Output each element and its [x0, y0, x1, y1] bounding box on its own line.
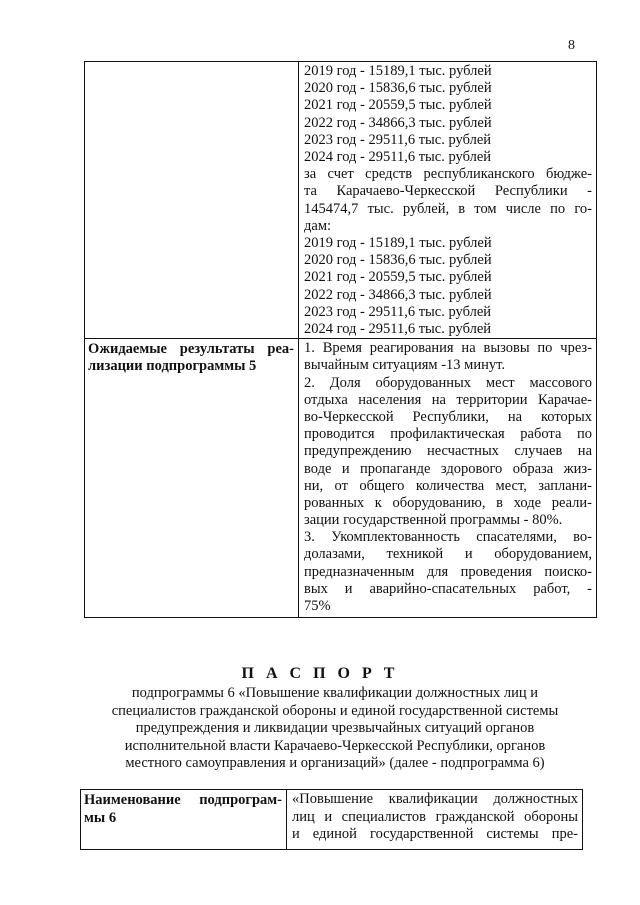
expected-results-line: предупреждению несчастных случаев на: [304, 443, 592, 460]
passport-subtitle-line: предупреждения и ликвидации чрезвычайных ситуаций органов: [135, 720, 535, 736]
funding-line: дам:: [304, 217, 332, 234]
funding-line: 2019 год - 15189,1 тыс. рублей: [304, 234, 492, 251]
expected-results-line: ни, от общего количества мест, заплани-: [304, 477, 592, 494]
expected-results-line: воде и пропаганде здорового образа жиз-: [304, 460, 592, 477]
subprogram-name-row: [81, 790, 583, 850]
funding-label-cell: [85, 62, 299, 339]
passport-subtitle-line: местного самоуправления и организаций» (далее - подпрограмма 6): [125, 755, 545, 771]
passport-title: П А С П О Р Т: [241, 665, 399, 682]
subprogram-name-value-cell: [287, 790, 583, 850]
expected-results-line: зации государственной программы - 80%.: [304, 512, 563, 529]
funding-line: 2021 год - 20559,5 тыс. рублей: [304, 269, 492, 286]
funding-value-cell: [299, 62, 597, 339]
funding-line: 2024 год - 29511,6 тыс. рублей: [304, 149, 492, 166]
expected-results-line: 3. Укомплектованность спасателями, во-: [304, 529, 592, 546]
funding-line: 2020 год - 15836,6 тыс. рублей: [304, 80, 492, 97]
expected-results-line: предназначенным для проведения поиско-: [304, 563, 592, 580]
expected-results-line: 75%: [304, 598, 331, 615]
expected-results-line: 2. Доля оборудованных мест массового: [304, 374, 592, 391]
page-number: 8: [568, 38, 575, 53]
expected-results-label-cell: [85, 339, 299, 618]
funding-line: 2020 год - 15836,6 тыс. рублей: [304, 252, 492, 269]
expected-results-label-line: Ожидаемые результаты реа-: [88, 341, 294, 358]
funding-line: 2022 год - 34866,3 тыс. рублей: [304, 114, 492, 131]
subprogram-name-label-line: мы 6: [84, 809, 117, 826]
expected-results-value-cell: [299, 339, 597, 618]
expected-results-line: рованных к оборудованию, в ходе реали-: [304, 494, 592, 511]
expected-results-line: 1. Время реагирования на вызовы по чрез-: [304, 340, 592, 357]
expected-results-row: [85, 339, 597, 618]
expected-results-line: долазами, техникой и оборудованием,: [304, 546, 592, 563]
funding-line: та Карачаево-Черкесской Республики -: [304, 183, 592, 200]
subprogram-5-passport-table: [84, 61, 597, 618]
subprogram-name-label-cell: [81, 790, 287, 850]
expected-results-label-line: лизации подпрограммы 5: [88, 358, 257, 375]
subprogram-name-line: и единой государственной системы пре-: [292, 826, 578, 842]
subprogram-name-line: лиц и специалистов гражданской обороны: [292, 808, 578, 825]
subprogram-6-passport-table: [80, 789, 583, 850]
funding-line: 2024 год - 29511,6 тыс. рублей: [304, 321, 492, 337]
expected-results-line: отдыха населения на территории Карачае-: [304, 391, 592, 408]
funding-row: [85, 62, 597, 339]
expected-results-line: вычайным ситуациям -13 минут.: [304, 357, 505, 374]
subprogram-name-label-line: Наименование подпрограм-: [84, 792, 282, 808]
passport-subtitle: [80, 685, 590, 773]
funding-line: 2021 год - 20559,5 тыс. рублей: [304, 97, 492, 114]
passport-subtitle-line: подпрограммы 6 «Повышение квалификации должностных лиц и: [131, 685, 539, 701]
subprogram-name-line: «Повышение квалификации должностных: [292, 791, 578, 807]
funding-line: 2019 год - 15189,1 тыс. рублей: [304, 63, 492, 79]
funding-line: 2023 год - 29511,6 тыс. рублей: [304, 131, 492, 148]
passport-subtitle-line: исполнительной власти Карачаево-Черкесской Республики, органов: [124, 737, 546, 754]
expected-results-line: во-Черкесской Республики, на которых: [304, 408, 592, 425]
expected-results-line: проводится профилактическая работа по: [304, 426, 592, 443]
funding-line: за счет средств республиканского бюдже-: [304, 166, 592, 183]
passport-subtitle-line: специалистов гражданской обороны и единой государственной системы: [111, 702, 559, 719]
funding-line: 2022 год - 34866,3 тыс. рублей: [304, 286, 492, 303]
funding-line: 145474,7 тыс. рублей, в том числе по го-: [304, 200, 592, 217]
funding-line: 2023 год - 29511,6 тыс. рублей: [304, 303, 492, 320]
expected-results-line: вых и аварийно-спасательных работ, -: [304, 580, 592, 597]
